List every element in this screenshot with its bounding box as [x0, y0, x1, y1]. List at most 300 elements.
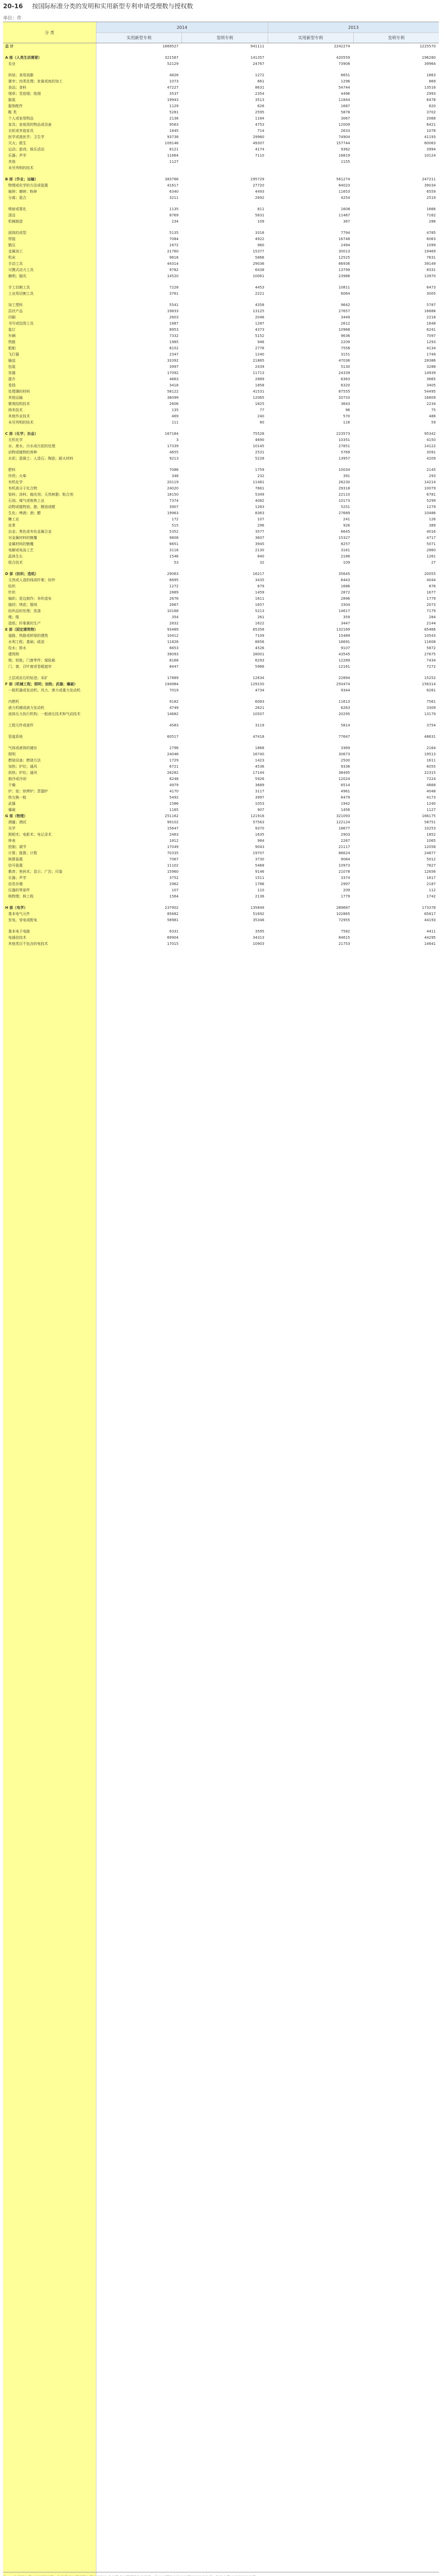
value-cell: 3907 [169, 505, 179, 509]
value-cell: 8152 [169, 346, 179, 350]
value-cell: 122124 [336, 820, 350, 824]
value-cell: 247211 [422, 177, 436, 181]
value-cell: 1546 [169, 554, 179, 558]
value-cell: 9064 [340, 857, 350, 861]
table-row [3, 664, 439, 670]
table-row [3, 881, 439, 887]
header-subcolumn: 实用新型专利 [268, 33, 354, 43]
value-cell: 11613 [338, 700, 350, 704]
value-cell: 2164 [426, 746, 436, 750]
table-row [3, 770, 439, 776]
value-cell: 17144 [253, 771, 265, 775]
value-cell: 2633 [340, 129, 350, 133]
value-cell: 5966 [255, 665, 265, 669]
value-cell: 9370 [255, 826, 265, 831]
value-cell: 5349 [255, 493, 265, 497]
table-row [3, 479, 439, 485]
value-cell: 2997 [340, 882, 350, 886]
value-cell: 16688 [424, 309, 436, 313]
table-row [3, 705, 439, 711]
value-cell [182, 165, 267, 171]
table-row [3, 522, 439, 529]
category-cell: 烟草；雪茄烟；纸烟 [8, 92, 41, 96]
value-cell: 17092 [167, 371, 179, 375]
value-cell: 39149 [424, 262, 436, 266]
value-cell: 3288 [426, 365, 436, 369]
value-cell: 13179 [424, 712, 436, 716]
table-row [3, 782, 439, 788]
header-subcolumns [268, 33, 439, 43]
value-cell: 5787 [426, 303, 436, 307]
category-cell: 未另列明的技术 [8, 166, 34, 170]
table-row [3, 358, 439, 364]
value-cell: 2872 [340, 590, 350, 595]
value-cell: 38099 [167, 396, 179, 400]
category-cell: 水、废水、污水或污泥的处理 [8, 444, 55, 448]
value-cell: 27675 [424, 652, 436, 656]
value-cell: 5130 [340, 365, 350, 369]
value-cell: 321093 [336, 814, 350, 818]
category-cell: 热交换一般 [8, 795, 26, 800]
table-row [3, 212, 439, 218]
value-cell: 3374 [340, 876, 350, 880]
header-subcolumns [96, 33, 268, 43]
value-cell: 6421 [426, 123, 436, 127]
value-cell: 7631 [426, 256, 436, 260]
value-cell: 4734 [255, 688, 265, 692]
value-cell: 28386 [424, 359, 436, 363]
value-cell: 13970 [424, 274, 436, 278]
value-cell: 12009 [338, 123, 350, 127]
value-cell: 10351 [338, 438, 350, 442]
value-cell: 4209 [426, 456, 436, 461]
table-row [3, 887, 439, 893]
value-cell: 196280 [422, 56, 436, 60]
value-cell: 27657 [338, 309, 350, 313]
value-cell: 5631 [255, 213, 265, 217]
value-cell: 289687 [336, 906, 350, 910]
table-row [3, 115, 439, 122]
value-cell: 85682 [167, 912, 179, 916]
value-cell: 7374 [169, 499, 179, 503]
value-cell: 1423 [255, 758, 265, 762]
table-row [3, 395, 439, 401]
table-row [3, 764, 439, 770]
value-cell: 141357 [250, 56, 265, 60]
value-cell: 9107 [340, 646, 350, 650]
category-cell: 对金属材料的镀覆 [8, 536, 37, 540]
value-cell: 11713 [253, 371, 265, 375]
table-row [3, 122, 439, 128]
value-cell: 16819 [338, 154, 350, 158]
value-cell: 293 [429, 474, 436, 478]
value-cell: 2144 [426, 621, 436, 625]
value-cell: 1511 [255, 876, 265, 880]
category-cell: 有机高分子化合物 [8, 486, 37, 490]
value-cell: 12634 [253, 676, 265, 680]
value-cell: 10486 [424, 511, 436, 515]
value-cell: 7558 [340, 346, 350, 350]
value-cell: 1779 [426, 597, 436, 601]
value-cell: 4358 [255, 303, 265, 307]
section-row [3, 55, 439, 61]
value-cell: 14682 [167, 712, 179, 716]
value-cell: 1687 [340, 104, 350, 108]
value-cell: 70335 [167, 851, 179, 855]
value-cell: 14520 [167, 274, 179, 278]
value-cell: 49307 [253, 141, 265, 145]
table-row [3, 291, 439, 297]
value-cell: 4922 [255, 237, 265, 241]
table-row [3, 443, 439, 449]
value-cell: 3643 [340, 402, 350, 406]
table-row [3, 314, 439, 320]
value-cell: 383766 [165, 177, 179, 181]
value-cell: 6241 [426, 328, 436, 332]
table-row [3, 862, 439, 869]
value-cell: 16809 [424, 396, 436, 400]
value-cell: 261 [257, 615, 265, 619]
value-cell: 9182 [169, 700, 179, 704]
value-cell [353, 165, 439, 171]
value-cell: 2595 [255, 110, 265, 114]
value-cell: 39034 [424, 183, 436, 188]
value-cell: 1635 [255, 833, 265, 837]
category-cell: 爆破 [8, 808, 15, 812]
value-cell: 2796 [169, 746, 179, 750]
value-cell: 86624 [338, 851, 350, 855]
value-cell: 223573 [336, 432, 350, 436]
value-cell: 22894 [338, 676, 350, 680]
category-cell: 印刷 [8, 315, 15, 319]
spacer-row [3, 225, 439, 230]
value-cell: 4048 [426, 789, 436, 793]
section-row [3, 571, 439, 577]
value-cell: 3665 [426, 377, 436, 381]
category-cell: 焊接 [8, 237, 15, 241]
table-row [3, 608, 439, 614]
spacer-row [3, 67, 439, 72]
table-row [3, 308, 439, 314]
category-cell: 服饰配件 [8, 104, 23, 108]
value-cell: 6363 [340, 377, 350, 381]
category-cell: 其他 [8, 160, 15, 164]
value-cell: 2896 [340, 597, 350, 601]
value-cell: 6443 [340, 578, 350, 582]
value-cell: 44193 [424, 918, 436, 922]
category-cell: 信息存储 [8, 882, 23, 886]
value-cell: 121916 [250, 814, 265, 818]
value-cell: 3577 [255, 530, 265, 534]
table-row [3, 711, 439, 717]
value-cell: 1985 [169, 340, 179, 344]
value-cell: 129150 [250, 682, 265, 686]
value-cell: 47227 [167, 86, 179, 90]
table-row [3, 206, 439, 212]
value-cell: 6479 [340, 795, 350, 800]
value-cell: 7224 [426, 777, 436, 781]
value-cell: 41531 [253, 389, 265, 394]
value-cell: 714 [257, 129, 265, 133]
value-cell: 1686 [340, 584, 350, 588]
value-cell: 9636 [340, 334, 350, 338]
value-cell: 12289 [338, 658, 350, 663]
value-cell: 3316 [255, 231, 265, 235]
table-row [3, 510, 439, 516]
value-cell: 32 [259, 561, 265, 565]
value-cell: 4668 [426, 783, 436, 787]
value-cell: 4411 [426, 929, 436, 934]
value-cell: 3 [176, 438, 179, 442]
table-row [3, 856, 439, 862]
category-cell: 水利工程；基础；疏浚 [8, 640, 44, 644]
value-cell: 6438 [255, 268, 265, 272]
table-row [3, 195, 439, 201]
value-cell: 3537 [169, 92, 179, 96]
category-cell: 照明 [8, 752, 15, 756]
value-cell: 107 [257, 517, 265, 521]
table-row [3, 455, 439, 462]
value-cell: 11481 [253, 480, 265, 484]
category-cell: 车辆 [8, 334, 15, 338]
value-cell: 30013 [338, 249, 350, 253]
value-cell: 29960 [253, 135, 265, 139]
value-cell: 4526 [255, 646, 265, 650]
value-cell: 20119 [167, 480, 179, 484]
value-cell: 4785 [426, 231, 436, 235]
value-cell: 4717 [426, 536, 436, 540]
value-cell: 29036 [253, 262, 265, 266]
table-row [3, 273, 439, 279]
value-cell: 5152 [255, 334, 265, 338]
category-cell: 动物或植物油、脂、精油或蜡 [8, 505, 55, 509]
value-cell: 3116 [169, 548, 179, 552]
table-row [3, 819, 439, 825]
value-cell: 26282 [167, 771, 179, 775]
category-cell: 乐器；声学 [8, 876, 26, 880]
table-row [3, 320, 439, 327]
value-cell: 13125 [253, 309, 265, 313]
value-cell: 9808 [169, 536, 179, 540]
value-cell: 9782 [169, 268, 179, 272]
category-cell: 喷射或雾化 [8, 207, 26, 211]
value-cell: 2136 [255, 894, 265, 899]
table-row [3, 850, 439, 856]
value-cell: 232 [257, 474, 265, 478]
value-cell: 2068 [426, 116, 436, 121]
value-cell: 58751 [424, 820, 436, 824]
value-cell: 8656 [255, 640, 265, 644]
value-cell: 4749 [169, 706, 179, 710]
value-cell: 7086 [169, 468, 179, 472]
value-cell: 7110 [255, 154, 265, 158]
value-cell: 12656 [424, 870, 436, 874]
category-cell: 冶金；黑色或有色金属合金 [8, 530, 52, 534]
value-cell: 11102 [167, 863, 179, 868]
category-cell: 加工塑料 [8, 303, 23, 307]
value-cell: 1852 [426, 833, 436, 837]
category-cell: 固体的成型 [8, 231, 26, 235]
spacer-row [3, 297, 439, 302]
value-cell: 157744 [336, 141, 350, 145]
value-cell: 2221 [255, 292, 265, 296]
table-row [3, 146, 439, 152]
value-cell: 2519 [426, 196, 436, 200]
table-row [3, 801, 439, 807]
value-cell: 2962 [169, 882, 179, 886]
value-cell [96, 165, 182, 171]
category-cell: 管道系统 [8, 735, 23, 739]
value-cell: 41617 [167, 183, 179, 188]
table-row [3, 449, 439, 455]
value-cell: 7109 [255, 634, 265, 638]
table-row [3, 844, 439, 850]
category-cell: 糖工业 [8, 517, 19, 521]
category-cell: 磨削；抛光 [8, 274, 26, 278]
category-cell: 电通信技术 [8, 936, 26, 940]
value-cell: 44314 [167, 262, 179, 266]
value-cell: 1786 [255, 882, 265, 886]
value-cell: 1459 [255, 590, 265, 595]
value-cell: 39964 [424, 62, 436, 66]
value-cell: 10811 [338, 285, 350, 290]
category-cell: 内燃机 [8, 700, 19, 704]
value-cell: 561274 [336, 177, 350, 181]
value-cell: 3702 [426, 110, 436, 114]
header-year: 2014 [96, 22, 268, 33]
table-row [3, 645, 439, 651]
value-cell: 10973 [338, 863, 350, 868]
table-title-text: 按国际标准分类的发明和实用新型专利申请受理数与授权数 [32, 3, 193, 10]
value-cell: 4453 [255, 285, 265, 290]
table-row [3, 917, 439, 923]
category-cell: 染料；涂料；抛光剂；天然树脂；粘合剂 [8, 493, 73, 497]
value-cell: 7561 [426, 700, 436, 704]
value-cell: 2692 [255, 196, 265, 200]
value-cell: 1240 [255, 352, 265, 357]
value-cell: 5012 [426, 857, 436, 861]
value-cell: 1564 [169, 894, 179, 899]
value-cell: 2776 [255, 346, 265, 350]
value-cell: 4373 [255, 328, 265, 332]
value-cell [268, 165, 353, 171]
value-cell: 1611 [255, 597, 265, 601]
value-cell: 4254 [340, 196, 350, 200]
value-cell: 1887 [169, 321, 179, 326]
value-cell: 4690 [255, 438, 265, 442]
value-cell: 11653 [338, 190, 350, 194]
category-cell: 基本电子电路 [8, 929, 30, 934]
spacer-row [3, 171, 439, 176]
spacer-row [3, 900, 439, 905]
header-years [96, 22, 439, 43]
value-cell: 321567 [165, 56, 179, 60]
value-cell: 13799 [338, 268, 350, 272]
value-cell: 3151 [340, 352, 350, 357]
header-year-block [268, 22, 439, 43]
table-row [3, 722, 439, 728]
value-cell: 5228 [255, 456, 265, 461]
value-cell: 420559 [336, 56, 350, 60]
spacer-row [3, 728, 439, 734]
value-cell: 6063 [426, 237, 436, 241]
value-cell: 1135 [169, 207, 179, 211]
value-cell: 10507 [253, 712, 265, 716]
value-cell: 7827 [426, 863, 436, 868]
category-cell: 有机化学 [8, 480, 23, 484]
value-cell: 907 [257, 808, 265, 812]
value-cell: 21117 [338, 845, 350, 849]
category-cell: 光学 [8, 826, 15, 831]
value-cell: 23986 [338, 274, 350, 278]
table-row [3, 498, 439, 504]
value-cell: 116 [343, 420, 350, 425]
category-cell: 机械制造 [8, 219, 23, 224]
value-cell: 6261 [426, 688, 436, 692]
value-cell: 9146 [255, 870, 265, 874]
table-row [3, 657, 439, 664]
value-cell: 27689 [338, 511, 350, 515]
table-row [3, 388, 439, 395]
table-header [3, 22, 439, 43]
category-cell: 提升 [8, 377, 15, 381]
table-row [3, 492, 439, 498]
value-cell: 4663 [169, 377, 179, 381]
value-cell: 16217 [253, 572, 265, 576]
value-cell: 1611 [426, 758, 436, 762]
value-cell: 11664 [167, 154, 179, 158]
value-cell: 16740 [253, 752, 265, 756]
value-cell: 9642 [340, 303, 350, 307]
value-cell: 15647 [167, 826, 179, 831]
value-cell: 109 [257, 219, 265, 224]
table-row [3, 928, 439, 935]
value-cell: 3211 [169, 196, 179, 200]
table-row [3, 255, 439, 261]
category-cell: 动物或植物的育种 [8, 450, 37, 454]
value-cell: 1279 [426, 505, 436, 509]
header-subcolumn: 实用新型专利 [96, 33, 182, 43]
value-cell: 73908 [338, 62, 350, 66]
category-cell: 船舶 [8, 346, 15, 350]
unit-label: 单位：件 [3, 16, 22, 21]
value-cell: 840 [257, 554, 265, 558]
category-cell: 服装 [8, 98, 15, 102]
value-cell: 251162 [165, 814, 179, 818]
table-row [3, 745, 439, 751]
value-cell: 8447 [169, 665, 179, 669]
value-cell: 5769 [340, 450, 350, 454]
value-cell: 6651 [340, 73, 350, 77]
value-cell: 80 [259, 420, 265, 425]
table-number: 20-16 [3, 3, 23, 10]
value-cell: 2234 [426, 402, 436, 406]
value-cell: 941111 [250, 44, 265, 48]
category-cell: 工程元件或部件 [8, 723, 34, 727]
table-row [3, 140, 439, 146]
category-cell: 炉；窑；烘烤炉；蒸馏炉 [8, 789, 48, 793]
value-cell: 20295 [338, 712, 350, 716]
table-row [3, 401, 439, 407]
value-cell: 354 [171, 615, 179, 619]
value-cell: 1240 [426, 802, 436, 806]
value-cell: 6331 [169, 929, 179, 934]
table-row [3, 935, 439, 941]
value-cell: 679 [257, 584, 265, 588]
category-cell: 飞行器 [8, 352, 19, 357]
value-cell: 6653 [169, 646, 179, 650]
table-row [3, 165, 439, 171]
